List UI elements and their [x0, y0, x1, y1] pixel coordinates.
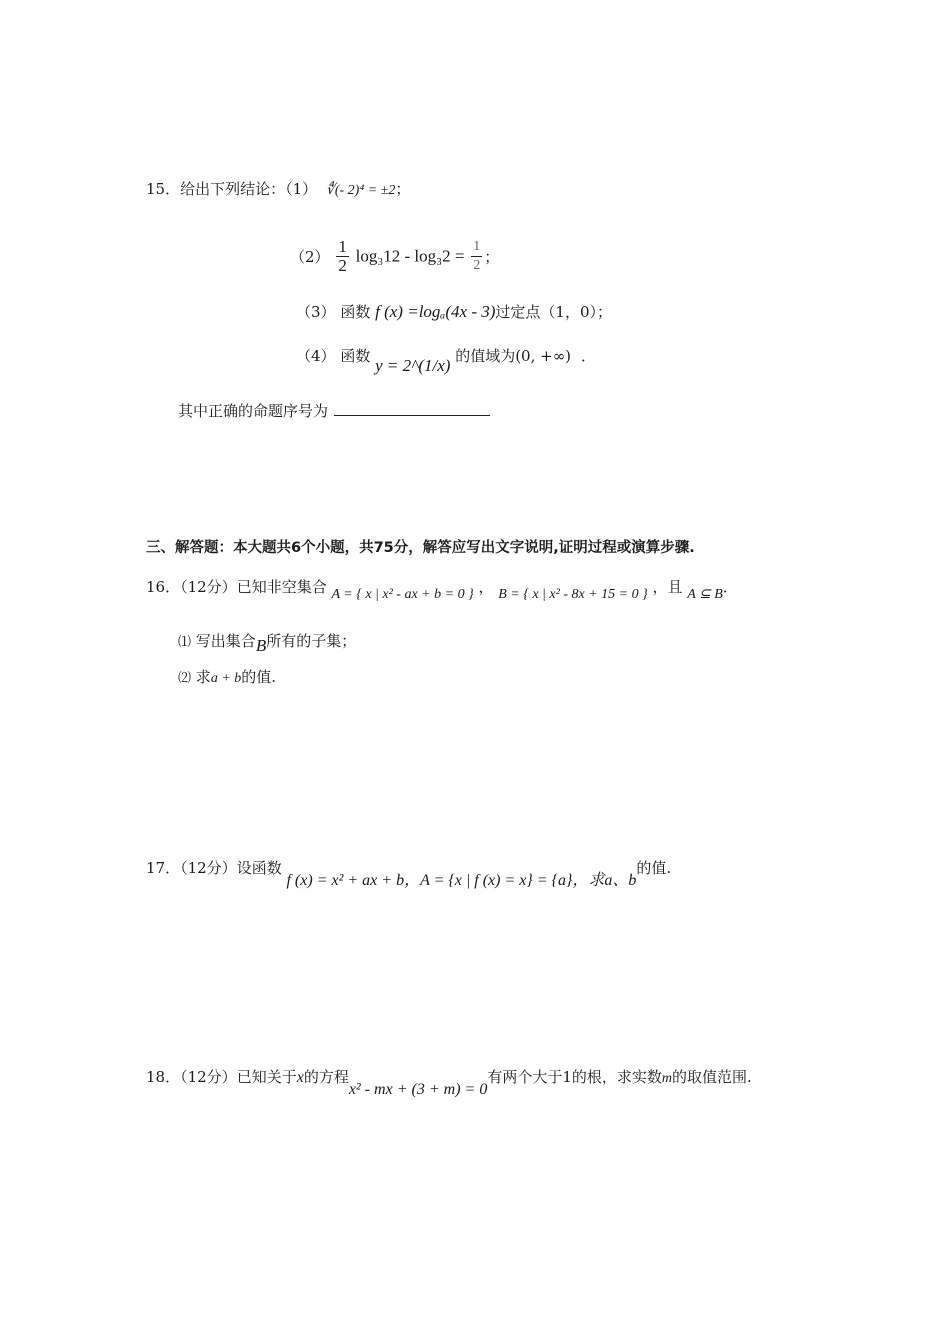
q16-end: ． — [722, 578, 738, 596]
q16-part1-var: B — [255, 636, 267, 655]
q15-item3 — [296, 301, 612, 322]
q17-score: （12分） — [180, 859, 237, 877]
q15-item3-label: （3） — [296, 303, 336, 321]
q16-part1-text-a: 写出集合 — [195, 632, 256, 650]
q16-part1 — [178, 630, 357, 655]
q16-part2-text-a: 求 — [195, 668, 211, 686]
q15-prompt-line — [178, 400, 490, 421]
q15-item2-label: （2） — [290, 248, 330, 266]
q18-score: （12分） — [180, 1068, 237, 1086]
q17-number: 17． — [146, 859, 181, 877]
q16-part2-text-b: 的值. — [241, 668, 277, 686]
q18-expr: x² - mx + (3 + m) = 0 — [348, 1081, 488, 1098]
fraction-denominator: 2 — [338, 256, 347, 275]
q18-text-d: 的取值范围. — [671, 1068, 752, 1086]
q15-item2-rhs — [471, 238, 482, 275]
q15-item2 — [290, 238, 499, 275]
q16-part2-expr: a + b — [210, 671, 242, 686]
q15-line1 — [146, 178, 410, 199]
q15-item3-text-a: 函数 — [340, 303, 371, 321]
q15-item4 — [296, 345, 597, 375]
q17-text-a: 设函数 — [236, 859, 282, 877]
section-heading: 三、解答题：本大题共6个小题，共75分，解答应写出文字说明,证明过程或演算步骤. — [146, 540, 695, 556]
q16-part1-label: ⑴ — [178, 635, 192, 650]
q18-text-a: 已知关于 — [236, 1068, 297, 1086]
q15-prompt: 其中正确的命题序号为 — [178, 402, 329, 420]
q15-item3-expr: f (x) =logₐ(4x - 3) — [375, 302, 496, 321]
fraction-numerator: 1 — [471, 238, 482, 257]
q17-text-b: 的值. — [636, 859, 672, 877]
q16-part2-label: ⑵ — [178, 671, 192, 686]
q15-item1-expr: ∜(- 2)⁴ = ±2 — [325, 183, 396, 198]
q15-item4-expr: y = 2^(1/x) — [375, 356, 451, 375]
q17-line — [146, 855, 672, 889]
q16-sep: ， — [478, 578, 494, 596]
q15-intro: 给出下列结论：（1） — [180, 180, 318, 198]
q16-set-b: B = { x | x² - 8x + 15 = 0 } — [498, 587, 648, 602]
q17-expr: f (x) = x² + ax + b，A = {x | f (x) = x} = {a}，求a、b — [286, 872, 637, 889]
q15-item2-end: ； — [484, 248, 500, 266]
q15-item4-text-a: 函数 — [340, 347, 371, 365]
q16-set-a: A = { x | x² - ax + b = 0 } — [331, 587, 474, 602]
q16-line1 — [146, 576, 738, 602]
q15-item3-text-b: 过定点（1，0）； — [495, 303, 613, 321]
fraction-numerator: 1 — [338, 237, 347, 256]
q15-item4-end: ． — [581, 347, 597, 365]
q16-score: （12分） — [180, 578, 237, 596]
q15-item4-label: （4） — [296, 347, 336, 365]
q16-condition: A ⊆ B — [687, 587, 723, 602]
q18-var-m: m — [661, 1071, 672, 1086]
q16-number: 16． — [146, 578, 181, 596]
q18-text-c: 有两个大于1的根，求实数 — [487, 1068, 662, 1086]
fraction-denominator: 2 — [473, 258, 481, 273]
q16-text-a: 已知非空集合 — [236, 578, 327, 596]
q16-part1-text-b: 所有的子集； — [266, 632, 357, 650]
q15-item2-expr: log₃12 - log₃2 = — [355, 246, 465, 266]
q15-item1-end: ； — [395, 180, 411, 198]
q16-part2 — [178, 666, 276, 687]
q15-item2-fraction — [336, 238, 349, 275]
answer-blank[interactable] — [334, 401, 490, 416]
q18-text-b: 的方程 — [303, 1068, 349, 1086]
q15-number: 15． — [146, 180, 181, 198]
q18-var-x: x — [296, 1069, 304, 1086]
q16-text-b: ，且 — [652, 578, 683, 596]
q18-line — [146, 1066, 752, 1098]
q18-number: 18． — [146, 1068, 181, 1086]
q15-item4-text-b: 的值域为(0, +∞) — [455, 347, 572, 365]
